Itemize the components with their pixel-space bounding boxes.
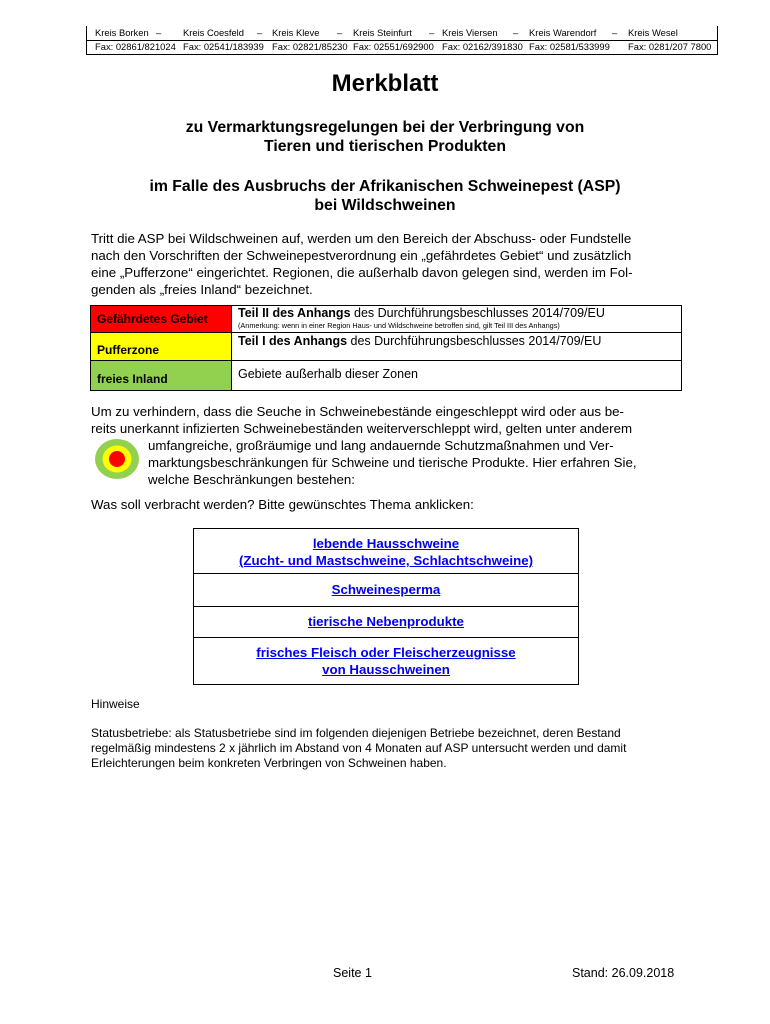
warning-paragraph: [91, 403, 681, 488]
question-text: Was soll verbracht werden? Bitte gewünschtes Thema anklicken:: [91, 497, 474, 512]
separator: –: [513, 27, 519, 38]
kreis-fax: Fax: 02861/821024: [95, 41, 176, 52]
kreis-name: Kreis Wesel: [628, 27, 678, 38]
zone-desc-puffer: [231, 333, 681, 361]
zone-target-icon: [94, 438, 140, 480]
kreis-name: Kreis Steinfurt: [353, 27, 412, 38]
intro-line: genden als „freies Inland“ bezeichnet.: [91, 282, 313, 297]
subtitle-line: im Falle des Ausbruchs der Afrikanischen Schweinepest (ASP): [149, 178, 621, 195]
hinweise-text: [91, 726, 691, 771]
link-tierische-nebenprodukte[interactable]: tierische Nebenprodukte: [194, 607, 578, 638]
zone-desc-bold: Teil I des Anhangs: [238, 334, 348, 348]
kreis-fax: Fax: 02541/183939: [183, 41, 264, 52]
date-stamp: Stand: 26.09.2018: [572, 966, 675, 980]
kreis-fax: Fax: 02581/533999: [529, 41, 610, 52]
link-text[interactable]: (Zucht- und Mastschweine, Schlachtschweine): [238, 553, 534, 568]
zone-desc-text: des Durchführungsbeschlusses 2014/709/EU: [347, 334, 602, 348]
para-line: reits unerkannt infizierten Schweinebeständen weiterverschleppt wird, gelten unter anderem: [91, 421, 633, 436]
para-line: marktungsbeschränkungen für Schweine und tierische Produkte. Hier erfahren Sie,: [148, 455, 637, 470]
para-line: welche Beschränkungen bestehen:: [148, 472, 355, 487]
page-title: Merkblatt: [331, 70, 439, 97]
link-schweinesperma[interactable]: Schweinesperma: [194, 574, 578, 607]
link-text[interactable]: von Hausschweinen: [322, 662, 450, 677]
kreis-name: Kreis Kleve: [272, 27, 320, 38]
zone-label-frei: freies Inland: [91, 361, 231, 390]
kreis-fax: Fax: 0281/207 7800: [628, 41, 712, 52]
separator: –: [156, 27, 162, 38]
hinweise-heading: Hinweise: [91, 697, 140, 711]
zone-label-gefaehrdet: Gefährdetes Gebiet: [91, 306, 231, 333]
subtitle-1: [0, 118, 770, 156]
hinweise-line: Statusbetriebe: als Statusbetriebe sind im folgenden diejenigen Betriebe bezeichnet, deren Bestand: [91, 726, 621, 740]
hinweise-line: Erleichterungen beim konkreten Verbringen von Schweinen haben.: [91, 756, 447, 770]
zone-label-puffer: Pufferzone: [91, 333, 231, 361]
intro-line: Tritt die ASP bei Wildschweinen auf, werden um den Bereich der Abschuss- oder Fundstelle: [91, 231, 632, 246]
subtitle-2: [0, 177, 770, 215]
zone-desc-gefaehrdet: [231, 306, 681, 333]
kreis-name: Kreis Coesfeld: [183, 27, 244, 38]
separator: –: [612, 27, 618, 38]
zone-desc-bold: Teil II des Anhangs: [238, 306, 351, 320]
separator: –: [429, 27, 435, 38]
subtitle-line: bei Wildschweinen: [314, 197, 456, 214]
zone-desc-text: Gebiete außerhalb dieser Zonen: [238, 367, 418, 381]
zone-note: (Anmerkung: wenn in einer Region Haus- und Wildschweine betroffen sind, gilt Teil III des Anhangs): [238, 321, 560, 330]
separator: –: [337, 27, 343, 38]
zone-desc-text: des Durchführungsbeschlusses 2014/709/EU: [350, 306, 605, 320]
header-box: [86, 26, 718, 55]
zone-desc-frei: [231, 361, 681, 390]
kreis-fax: Fax: 02162/391830: [442, 41, 523, 52]
kreise-row: [87, 26, 717, 41]
link-text[interactable]: frisches Fleisch oder Fleischerzeugnisse: [256, 645, 516, 660]
link-text[interactable]: lebende Hausschweine: [312, 536, 460, 551]
topic-links-table: [193, 528, 579, 685]
link-lebende-hausschweine[interactable]: [194, 529, 578, 574]
kreis-name: Kreis Borken: [95, 27, 149, 38]
link-frisches-fleisch[interactable]: [194, 638, 578, 684]
kreis-name: Kreis Warendorf: [529, 27, 597, 38]
para-line: Um zu verhindern, dass die Seuche in Schweinebestände eingeschleppt wird oder aus be-: [91, 404, 624, 419]
zone-table: [90, 305, 682, 391]
kreis-fax: Fax: 02551/692900: [353, 41, 434, 52]
subtitle-line: Tieren und tierischen Produkten: [264, 138, 506, 155]
page-number: Seite 1: [333, 966, 372, 980]
kreis-fax: Fax: 02821/85230: [272, 41, 348, 52]
intro-line: eine „Pufferzone“ eingerichtet. Regionen, die außerhalb davon gelegen sind, werden im Fol-: [91, 265, 633, 280]
separator: –: [257, 27, 263, 38]
hinweise-line: regelmäßig mindestens 2 x jährlich im Abstand von 4 Monaten auf ASP untersucht werden und damit: [91, 741, 627, 755]
intro-line: nach den Vorschriften der Schweinepestverordnung ein „gefährdetes Gebiet“ und zusätzlich: [91, 248, 632, 263]
intro-paragraph: [91, 230, 681, 298]
fax-row: [87, 40, 717, 54]
para-line: umfangreiche, großräumige und lang andauernde Schutzmaßnahmen und Ver-: [148, 438, 614, 453]
kreis-name: Kreis Viersen: [442, 27, 498, 38]
subtitle-line: zu Vermarktungsregelungen bei der Verbringung von: [185, 119, 585, 136]
